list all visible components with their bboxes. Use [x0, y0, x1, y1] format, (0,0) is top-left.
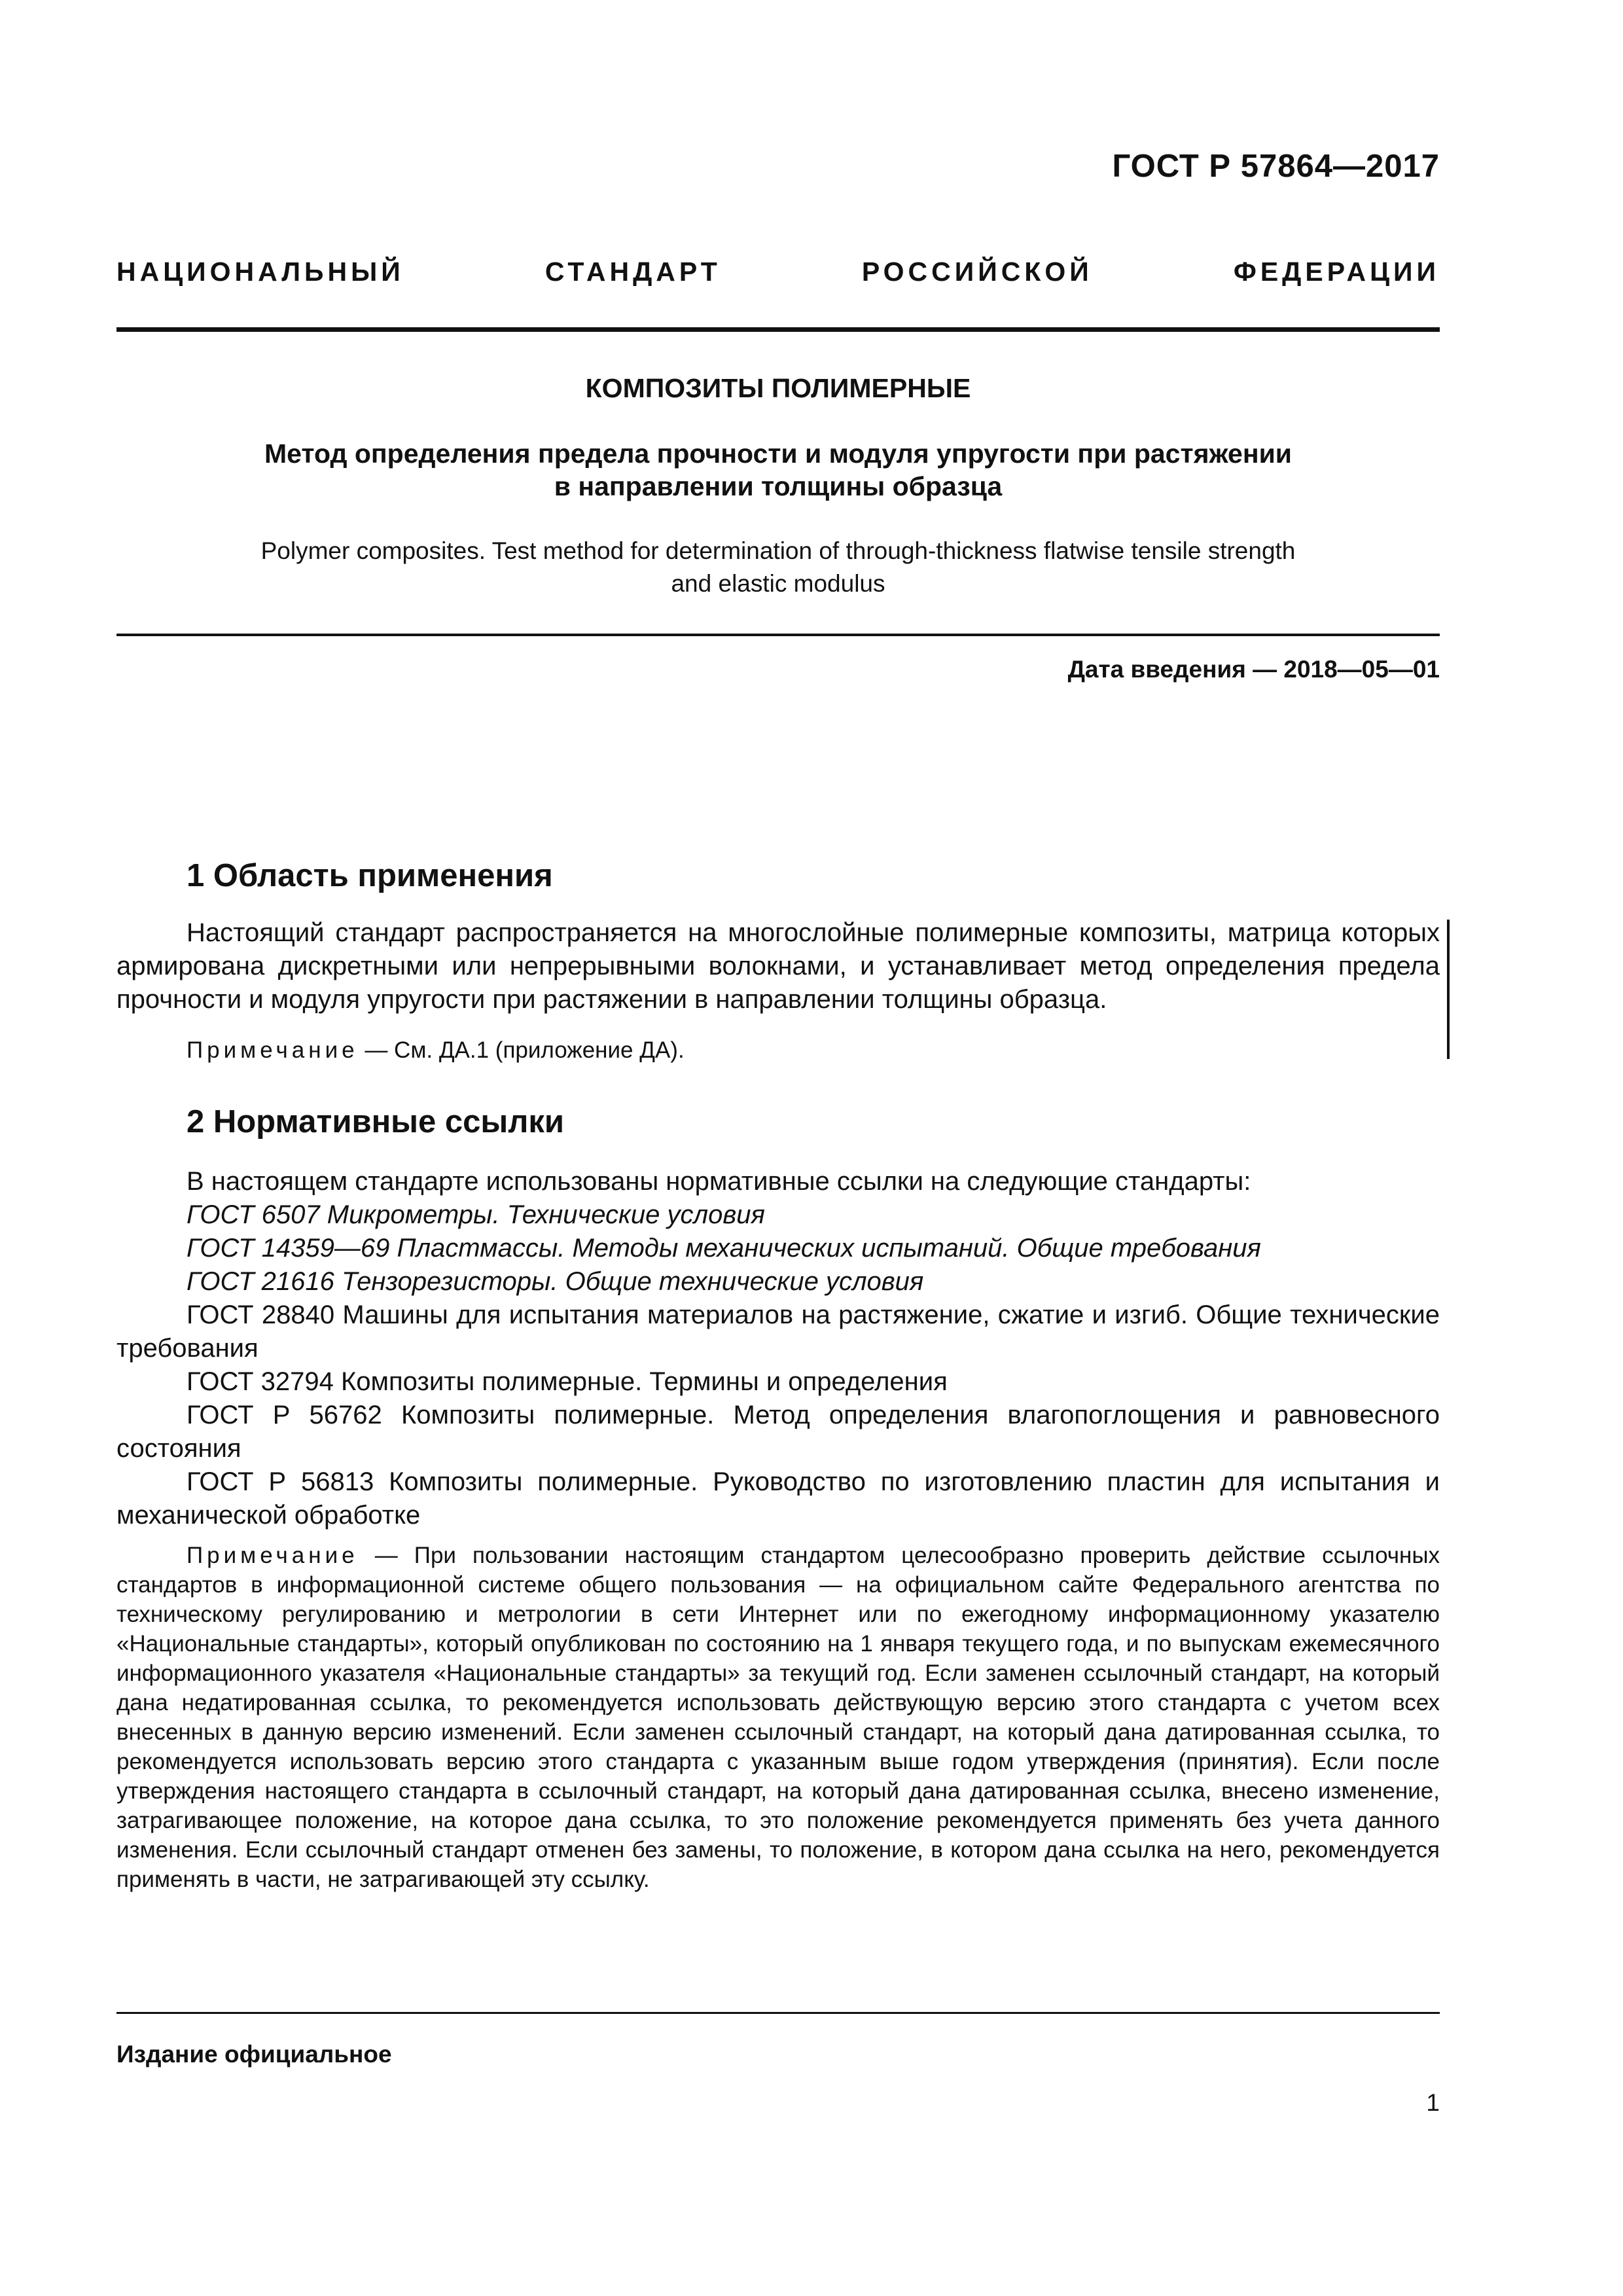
section-1-paragraph: Настоящий стандарт распространяется на многослойные полимерные композиты, матрица которых армирована дискретными или непрерывными волокнами, и устанавливает метод определения предела прочности и модуля упругости при растяжении в направлении толщины образца. [116, 918, 1440, 1014]
subtitle-line-2: в направлении толщины образца [554, 471, 1003, 501]
introduction-date: Дата введения — 2018—05—01 [1067, 656, 1440, 683]
section-2-body [116, 1165, 1440, 1532]
header-divider [116, 327, 1440, 332]
note-text: — См. ДА.1 (приложение ДА). [358, 1037, 685, 1063]
banner-word-3: РОССИЙСКОЙ [861, 257, 1093, 287]
banner-word-4: ФЕДЕРАЦИИ [1233, 257, 1440, 287]
change-bar [1447, 920, 1450, 1059]
reference-item: ГОСТ 21616 Тензорезисторы. Общие технические условия [187, 1267, 924, 1296]
reference-item: ГОСТ Р 56813 Композиты полимерные. Руководство по изготовлению пластин для испытания и механической обработке [116, 1467, 1440, 1530]
english-title-line-2: and elastic modulus [671, 570, 885, 597]
reference-item: ГОСТ Р 56762 Композиты полимерные. Метод определения влагопоглощения и равновесного состояния [116, 1401, 1440, 1463]
section-2-note [116, 1541, 1440, 1894]
page-number: 1 [1426, 2089, 1440, 2116]
note-label: Примечание [187, 1543, 359, 1568]
standard-number: ГОСТ Р 57864—2017 [1112, 149, 1440, 184]
note-text: — При пользовании настоящим стандартом целесообразно проверить действие ссылочных стандартов в информационной системе общего пользования — на официальном сайте Федерального агентства по техническому регулированию и метрологии в сети Интернет или по ежегодному информационному указателю «Национальные стандарты», который опубликован по состоянию на 1 января текущего года, и по выпускам ежемесячного информационного указателя «Национальные стандарты» за текущий год. Если заменен ссылочный стандарт, на который дана недатированная ссылка, то рекомендуется использовать действующую версию этого стандарта с учетом всех внесенных в данную версию изменений. Если заменен ссылочный стандарт, на который дана датированная ссылка, то рекомендуется использовать версию этого стандарта с указанным выше годом утверждения (принятия). Если после утверждения настоящего стандарта в ссылочный стандарт, на который дана датированная ссылка, внесено изменение, затрагивающее положение, на которое дана ссылка, то это положение рекомендуется применять без учета данного изменения. Если ссылочный стандарт отменен без замены, то положение, в котором дана ссылка на него, рекомендуется применять в части, не затрагивающей эту ссылку. [116, 1543, 1440, 1892]
footer-divider [116, 2012, 1440, 2014]
title-divider [116, 634, 1440, 636]
english-title-line-1: Polymer composites. Test method for determination of through-thickness flatwise tensile strength [260, 537, 1296, 564]
section-1-heading: 1 Область применения [187, 858, 553, 893]
document-subtitle [116, 437, 1440, 503]
edition-label: Издание официальное [116, 2041, 392, 2068]
section-1-note [116, 1035, 1440, 1065]
note-label: Примечание [187, 1037, 359, 1063]
reference-item: ГОСТ 6507 Микрометры. Технические условия [187, 1200, 765, 1229]
banner-word-2: СТАНДАРТ [544, 257, 721, 287]
section-2-heading: 2 Нормативные ссылки [187, 1104, 564, 1139]
reference-item: ГОСТ 32794 Композиты полимерные. Термины и определения [187, 1367, 948, 1396]
section-1-body [116, 916, 1440, 1016]
banner-word-1: НАЦИОНАЛЬНЫЙ [116, 257, 404, 287]
subtitle-line-1: Метод определения предела прочности и модуля упругости при растяжении [264, 439, 1292, 469]
reference-item: ГОСТ 14359—69 Пластмассы. Методы механических испытаний. Общие требования [187, 1234, 1261, 1263]
document-title: КОМПОЗИТЫ ПОЛИМЕРНЫЕ [585, 373, 971, 403]
section-2-intro: В настоящем стандарте использованы нормативные ссылки на следующие стандарты: [187, 1167, 1251, 1196]
english-title [116, 535, 1440, 600]
reference-item: ГОСТ 28840 Машины для испытания материалов на растяжение, сжатие и изгиб. Общие технические требования [116, 1300, 1440, 1363]
national-standard-banner [116, 257, 1440, 287]
